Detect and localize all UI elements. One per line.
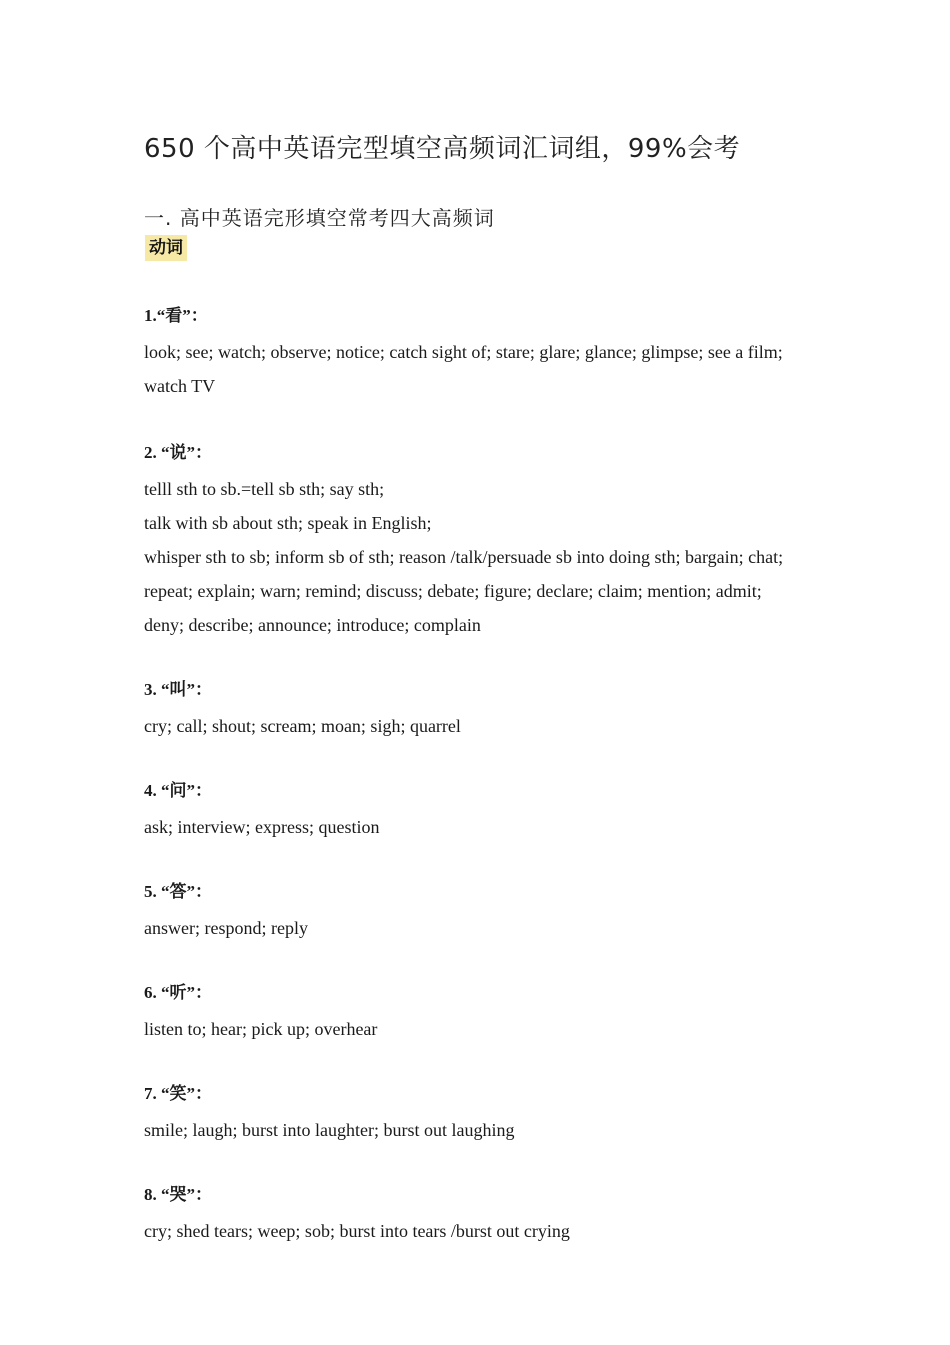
entry-body xyxy=(144,911,804,945)
entry-heading: 5. “答”： xyxy=(144,882,212,901)
entry-body xyxy=(144,709,804,743)
entry-list xyxy=(144,268,804,1248)
entry-line: ask; interview; express; question xyxy=(144,817,380,837)
vocab-entry xyxy=(144,1181,804,1248)
entry-heading: 8. “哭”： xyxy=(144,1185,212,1204)
vocab-entry xyxy=(144,1080,804,1147)
vocab-entry xyxy=(144,777,804,844)
section-heading: 一. 高中英语完形填空常考四大高频词 xyxy=(144,206,495,230)
entry-line: cry; shed tears; weep; sob; burst into tears /burst out crying xyxy=(144,1221,570,1241)
entry-heading: 2. “说”： xyxy=(144,443,212,462)
entry-body xyxy=(144,1113,804,1147)
entry-body xyxy=(144,472,804,642)
vocab-entry xyxy=(144,439,804,642)
entry-line: answer; respond; reply xyxy=(144,918,308,938)
entry-body xyxy=(144,335,804,403)
document-title: 650 个高中英语完型填空高频词汇词组，99%会考 xyxy=(144,134,741,164)
entry-heading: 1.“看”： xyxy=(144,306,208,325)
vocab-entry xyxy=(144,878,804,945)
entry-heading: 3. “叫”： xyxy=(144,680,212,699)
entry-line: look; see; watch; observe; notice; catch sight of; stare; glare; glance; glimpse; see a film; watch TV xyxy=(144,342,783,396)
vocab-entry xyxy=(144,979,804,1046)
entry-line: whisper sth to sb; inform sb of sth; reason /talk/persuade sb into doing sth; bargain; chat; repeat; explain; warn; remind; discuss; debate; figure; declare; claim; mention; admit; deny; describe; announce; introduce; complain xyxy=(144,547,784,635)
entry-heading: 4. “问”： xyxy=(144,781,212,800)
entry-body xyxy=(144,810,804,844)
vocab-entry xyxy=(144,676,804,743)
entry-line: cry; call; shout; scream; moan; sigh; quarrel xyxy=(144,716,461,736)
entry-line: talk with sb about sth; speak in English; xyxy=(144,513,432,533)
category-tag-verbs: 动词 xyxy=(145,235,187,261)
entry-heading: 7. “笑”： xyxy=(144,1084,212,1103)
entry-line: smile; laugh; burst into laughter; burst out laughing xyxy=(144,1120,515,1140)
vocab-entry xyxy=(144,302,804,403)
entry-body xyxy=(144,1012,804,1046)
entry-heading: 6. “听”： xyxy=(144,983,212,1002)
entry-line: telll sth to sb.=tell sb sth; say sth; xyxy=(144,479,385,499)
entry-body xyxy=(144,1214,804,1248)
entry-line: listen to; hear; pick up; overhear xyxy=(144,1019,378,1039)
